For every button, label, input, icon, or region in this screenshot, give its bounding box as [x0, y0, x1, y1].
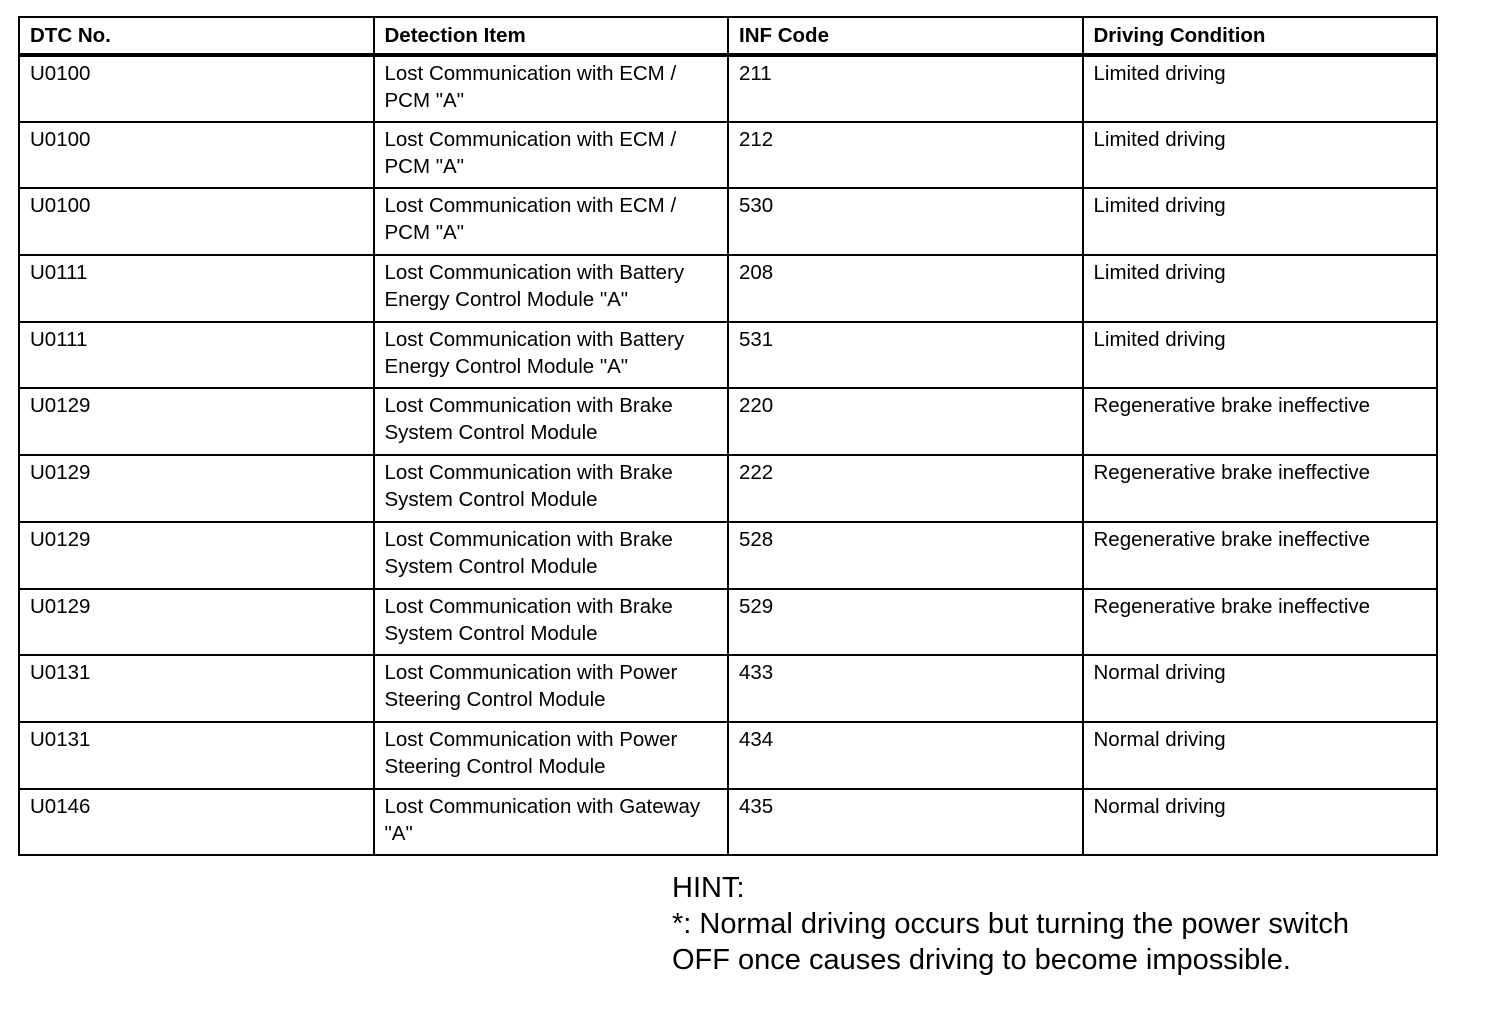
cell-detection-item: Lost Communication with ECM / PCM "A" — [374, 55, 729, 122]
cell-dtc-no: U0129 — [19, 388, 374, 455]
cell-detection-item: Lost Communication with Battery Energy Control Module "A" — [374, 255, 729, 322]
dtc-table — [18, 16, 1438, 856]
table-row — [19, 589, 1437, 656]
cell-inf-code: 531 — [728, 322, 1083, 389]
cell-detection-item: Lost Communication with ECM / PCM "A" — [374, 188, 729, 255]
cell-driving-condition: Regenerative brake ineffective — [1083, 522, 1438, 589]
cell-inf-code: 528 — [728, 522, 1083, 589]
cell-inf-code: 212 — [728, 122, 1083, 189]
table-row — [19, 255, 1437, 322]
table-row — [19, 789, 1437, 856]
cell-dtc-no: U0129 — [19, 455, 374, 522]
cell-inf-code: 211 — [728, 55, 1083, 122]
cell-dtc-no: U0100 — [19, 122, 374, 189]
cell-inf-code: 434 — [728, 722, 1083, 789]
table-row — [19, 388, 1437, 455]
cell-dtc-no: U0100 — [19, 55, 374, 122]
cell-dtc-no: U0131 — [19, 655, 374, 722]
hint-line-2: OFF once causes driving to become impossible. — [672, 944, 1291, 976]
cell-driving-condition: Limited driving — [1083, 122, 1438, 189]
cell-detection-item: Lost Communication with Brake System Control Module — [374, 388, 729, 455]
cell-detection-item: Lost Communication with Gateway "A" — [374, 789, 729, 856]
table-row — [19, 55, 1437, 122]
table-row — [19, 188, 1437, 255]
cell-inf-code: 433 — [728, 655, 1083, 722]
cell-detection-item: Lost Communication with Power Steering Control Module — [374, 655, 729, 722]
header-dtc-no: DTC No. — [19, 17, 374, 55]
cell-detection-item: Lost Communication with Brake System Control Module — [374, 589, 729, 656]
cell-dtc-no: U0129 — [19, 589, 374, 656]
cell-detection-item: Lost Communication with Brake System Control Module — [374, 455, 729, 522]
cell-driving-condition: Limited driving — [1083, 255, 1438, 322]
table-row — [19, 322, 1437, 389]
cell-detection-item: Lost Communication with ECM / PCM "A" — [374, 122, 729, 189]
cell-driving-condition: Regenerative brake ineffective — [1083, 589, 1438, 656]
cell-driving-condition: Limited driving — [1083, 322, 1438, 389]
cell-dtc-no: U0146 — [19, 789, 374, 856]
cell-driving-condition: Regenerative brake ineffective — [1083, 455, 1438, 522]
cell-inf-code: 220 — [728, 388, 1083, 455]
hint-note — [672, 870, 1349, 978]
cell-detection-item: Lost Communication with Brake System Control Module — [374, 522, 729, 589]
hint-title: HINT: — [672, 872, 745, 904]
table-row — [19, 655, 1437, 722]
header-detection-item: Detection Item — [374, 17, 729, 55]
table-row — [19, 722, 1437, 789]
cell-driving-condition: Limited driving — [1083, 188, 1438, 255]
cell-dtc-no: U0111 — [19, 322, 374, 389]
table-header-row — [19, 17, 1437, 55]
table-row — [19, 122, 1437, 189]
table-body — [19, 55, 1437, 855]
header-driving-condition: Driving Condition — [1083, 17, 1438, 55]
cell-detection-item: Lost Communication with Power Steering Control Module — [374, 722, 729, 789]
table-row — [19, 455, 1437, 522]
cell-driving-condition: Normal driving — [1083, 789, 1438, 856]
cell-driving-condition: Regenerative brake ineffective — [1083, 388, 1438, 455]
hint-line-1: *: Normal driving occurs but turning the power switch — [672, 908, 1349, 940]
cell-dtc-no: U0111 — [19, 255, 374, 322]
cell-dtc-no: U0100 — [19, 188, 374, 255]
cell-detection-item: Lost Communication with Battery Energy Control Module "A" — [374, 322, 729, 389]
table-row — [19, 522, 1437, 589]
cell-driving-condition: Normal driving — [1083, 655, 1438, 722]
cell-driving-condition: Normal driving — [1083, 722, 1438, 789]
cell-inf-code: 435 — [728, 789, 1083, 856]
cell-driving-condition: Limited driving — [1083, 55, 1438, 122]
cell-dtc-no: U0131 — [19, 722, 374, 789]
cell-inf-code: 530 — [728, 188, 1083, 255]
cell-inf-code: 208 — [728, 255, 1083, 322]
cell-inf-code: 222 — [728, 455, 1083, 522]
header-inf-code: INF Code — [728, 17, 1083, 55]
cell-inf-code: 529 — [728, 589, 1083, 656]
cell-dtc-no: U0129 — [19, 522, 374, 589]
